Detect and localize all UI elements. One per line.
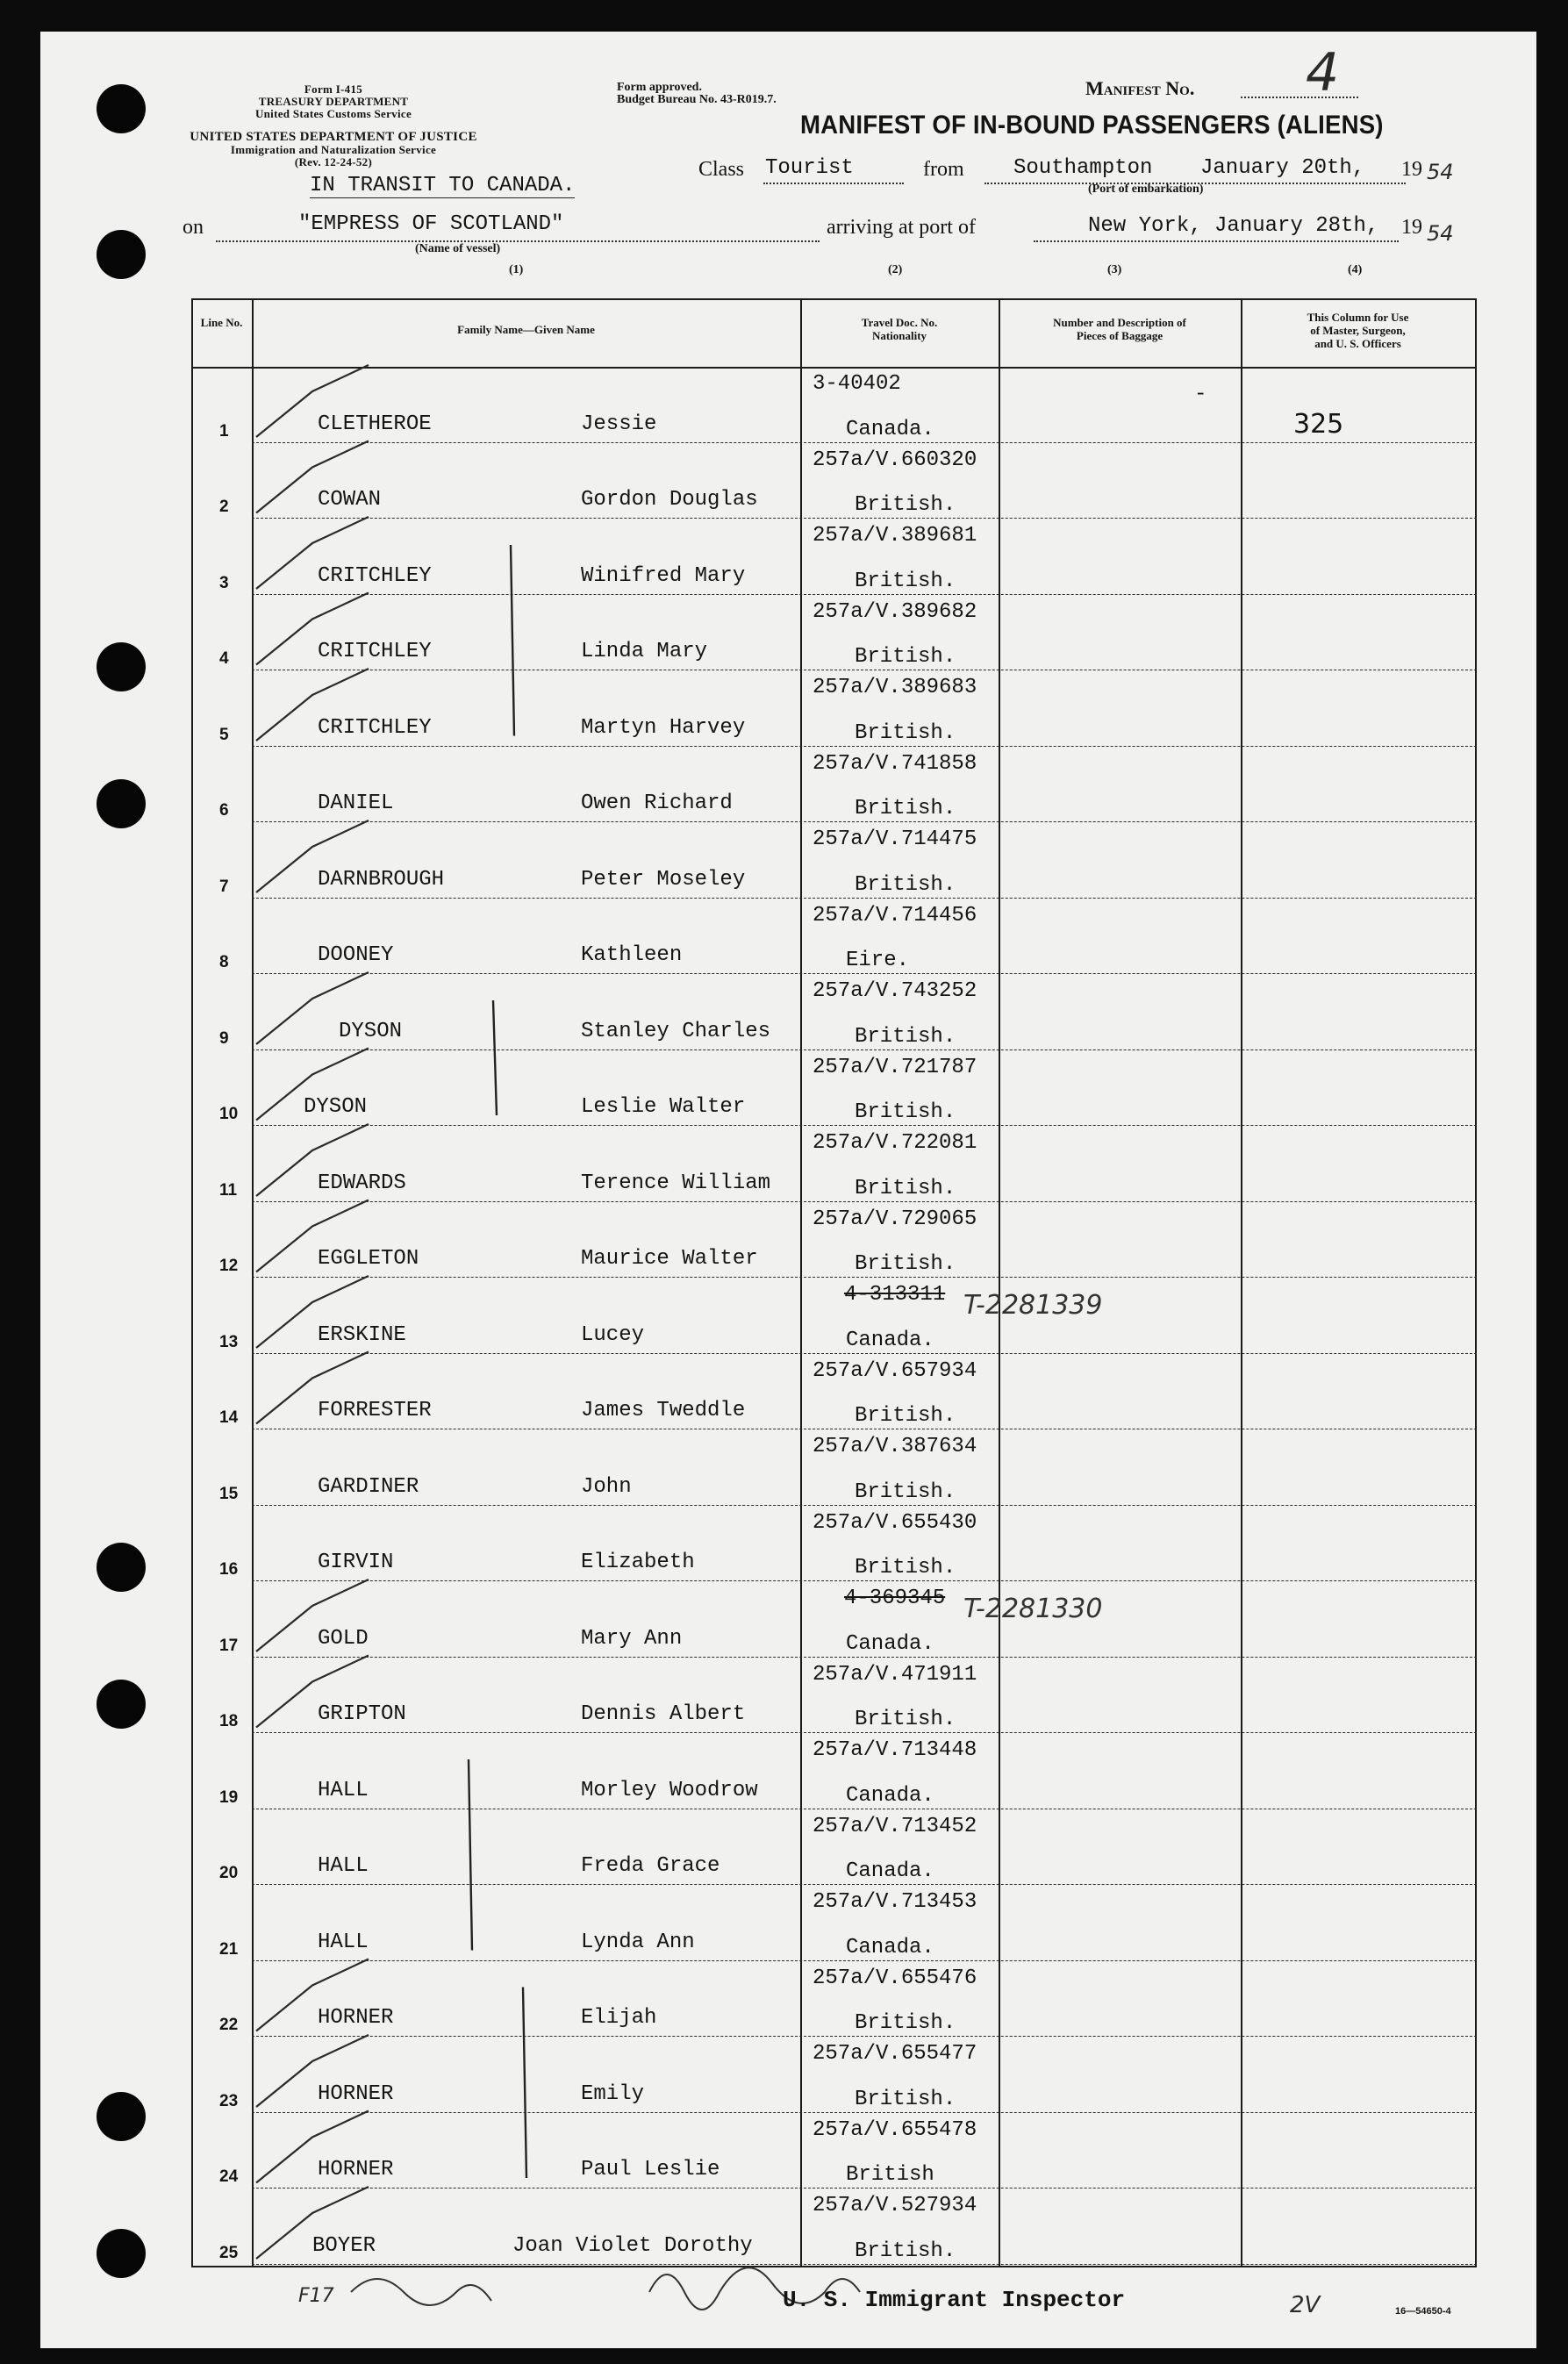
table-row: [191, 1050, 1477, 1127]
family-name: HALL: [318, 1930, 369, 1954]
travel-doc-number: 257a/V.389683: [813, 676, 977, 699]
family-name: DOONEY: [318, 943, 394, 967]
family-name: CRITCHLEY: [318, 715, 432, 740]
line-number: 3: [219, 573, 229, 592]
family-name: GIRVIN: [318, 1551, 394, 1574]
year-suffix-2: 54: [1427, 221, 1454, 246]
from-value: Southampton: [1013, 156, 1153, 180]
year-prefix-2: 19: [1401, 216, 1422, 239]
on-label: on: [183, 216, 204, 239]
family-name: DARNBROUGH: [318, 867, 445, 892]
nationality: British.: [855, 1479, 956, 1504]
travel-doc-number: 4-369345: [844, 1587, 946, 1610]
family-name: HORNER: [318, 2081, 394, 2106]
line-number: 14: [219, 1408, 239, 1427]
travel-doc-number: 257a/V.713452: [813, 1814, 977, 1838]
line-number: 5: [219, 725, 229, 744]
given-name: Lucey: [581, 1322, 645, 1347]
col-num-1: (1): [509, 263, 524, 276]
manifest-label: Manifest No.: [1085, 77, 1195, 99]
nationality: Eire.: [846, 949, 910, 972]
table-row: [191, 1885, 1477, 1961]
family-name: GOLD: [318, 1626, 369, 1651]
arrival-port-date: New York, January 28th,: [1088, 214, 1379, 238]
line-number: 16: [219, 1560, 239, 1579]
nationality: Canada.: [846, 1328, 934, 1352]
table-row: [191, 1658, 1477, 1734]
given-name: James Tweddle: [581, 1399, 746, 1422]
travel-doc-number: 257a/V.713453: [813, 1890, 977, 1914]
from-label: from: [923, 158, 964, 181]
travel-doc-number: 257a/V.527934: [813, 2194, 977, 2217]
given-name: Kathleen: [581, 943, 683, 967]
budget-bureau: Budget Bureau No. 43-R019.7.: [617, 93, 777, 106]
travel-doc-number: 257a/V.714456: [813, 903, 977, 928]
nationality: British.: [855, 1556, 956, 1580]
family-name: HORNER: [318, 2158, 394, 2181]
given-name: Maurice Walter: [581, 1247, 758, 1271]
given-name: Jessie: [581, 412, 657, 436]
given-name: Owen Richard: [581, 792, 733, 815]
line-number: 20: [219, 1864, 239, 1882]
handwritten-doc-correction: T-2281339: [963, 1290, 1103, 1321]
family-name: EDWARDS: [318, 1171, 406, 1195]
table-row: [191, 2188, 1477, 2265]
line-number: 23: [219, 2091, 239, 2110]
year-suffix: 54: [1427, 160, 1454, 184]
travel-doc-number: 257a/V.721787: [813, 1055, 977, 1079]
line-number: 13: [219, 1332, 239, 1351]
line-number: 10: [219, 1105, 239, 1123]
family-name: FORRESTER: [318, 1399, 432, 1422]
ins-service: Immigration and Naturalization Service: [230, 143, 437, 156]
nationality: British.: [855, 797, 956, 820]
customs-service: United States Customs Service: [254, 107, 412, 120]
family-name: HALL: [318, 1854, 369, 1878]
travel-doc-number: 257a/V.389682: [813, 599, 977, 624]
nationality: British.: [855, 569, 956, 593]
nationality: British.: [855, 2011, 956, 2035]
travel-doc-number: 257a/V.387634: [813, 1435, 977, 1458]
form-number: Form I-415: [304, 82, 363, 96]
nationality: British.: [855, 2087, 956, 2111]
travel-doc-number: 257a/V.714475: [813, 827, 977, 851]
given-name: Mary Ann: [581, 1626, 683, 1651]
table-row: [191, 2037, 1477, 2113]
family-name: GRIPTON: [318, 1702, 406, 1726]
officer-note: 325: [1293, 408, 1344, 440]
given-name: Paul Leslie: [581, 2158, 720, 2181]
passenger-table: [191, 298, 1477, 2267]
table-row: [191, 1581, 1477, 1658]
nationality: British.: [855, 2239, 956, 2263]
nationality: British.: [855, 1252, 956, 1276]
travel-doc-number: 4-313311: [844, 1283, 946, 1307]
travel-doc-number: 257a/V.655476: [813, 1966, 977, 1990]
family-name: CLETHEROE: [318, 412, 432, 436]
table-row: [191, 822, 1477, 899]
given-name: Linda Mary: [581, 640, 708, 663]
table-row: [191, 1278, 1477, 1354]
year-prefix: 19: [1401, 158, 1422, 181]
travel-doc-number: 257a/V.743252: [813, 979, 977, 1003]
line-number: 12: [219, 1257, 239, 1275]
line-number: 15: [219, 1484, 239, 1503]
given-name: Leslie Walter: [581, 1095, 746, 1119]
line-number: 2: [219, 498, 229, 516]
nationality: British.: [855, 493, 956, 517]
family-name: DYSON: [304, 1095, 368, 1119]
travel-doc-number: 257a/V.722081: [813, 1131, 977, 1155]
class-label: Class: [698, 158, 745, 181]
travel-doc-number: 257a/V.660320: [813, 448, 977, 472]
table-row: [191, 1506, 1477, 1582]
table-row: [191, 747, 1477, 823]
family-name: DYSON: [339, 1019, 403, 1043]
arrival-line: [1034, 240, 1399, 242]
family-name: HORNER: [318, 2006, 394, 2030]
table-row: [191, 1809, 1477, 1886]
travel-doc-header: Travel Doc. No. Nationality: [861, 316, 938, 342]
manifest-title: MANIFEST OF IN-BOUND PASSENGERS (ALIENS): [800, 111, 1384, 140]
table-row: [191, 1126, 1477, 1202]
line-number: 22: [219, 2016, 239, 2034]
nationality: British.: [855, 1024, 956, 1049]
baggage-header: Number and Description of Pieces of Baggage: [1053, 316, 1186, 342]
family-name: DANIEL: [318, 792, 394, 815]
line-number: 25: [219, 2243, 239, 2262]
travel-doc-number: 257a/V.471911: [813, 1662, 977, 1687]
nationality: British: [846, 2163, 934, 2187]
transit-note: IN TRANSIT TO CANADA.: [310, 174, 576, 197]
officers-header: This Column for Use of Master, Surgeon, and U. S. Officers: [1307, 311, 1409, 350]
travel-doc-number: 257a/V.389681: [813, 524, 977, 548]
punch-hole: [97, 2229, 146, 2278]
given-name: Winifred Mary: [581, 563, 746, 588]
manifest-number: 4: [1306, 42, 1340, 104]
line-number: 21: [219, 1939, 239, 1959]
treasury-dept: TREASURY DEPARTMENT: [258, 95, 409, 108]
manifest-no-line: [1241, 97, 1358, 98]
travel-doc-number: 257a/V.655478: [813, 2117, 977, 2142]
nationality: Canada.: [846, 1859, 934, 1883]
col-num-3: (3): [1107, 263, 1122, 276]
travel-doc-number: 257a/V.741858: [813, 751, 977, 776]
given-name: Martyn Harvey: [581, 715, 746, 740]
given-name: John: [581, 1474, 632, 1499]
line-number: 6: [219, 801, 229, 820]
departure-date: January 20th,: [1200, 156, 1365, 180]
form-print-code: 16—54650-4: [1395, 2306, 1451, 2317]
nationality: British.: [855, 645, 956, 669]
name-header: Family Name—Given Name: [457, 323, 595, 336]
punch-hole: [97, 230, 146, 279]
col-num-2: (2): [888, 263, 903, 276]
given-name: Terence William: [581, 1171, 771, 1195]
line-number: 11: [219, 1180, 238, 1200]
signature-note: F17: [298, 2285, 334, 2307]
table-row: [191, 1733, 1477, 1809]
nationality: British.: [855, 1404, 956, 1428]
table-row: [191, 670, 1477, 747]
line-number: 19: [219, 1787, 239, 1807]
travel-doc-number: 257a/V.655430: [813, 1510, 977, 1535]
form-revision: (Rev. 12-24-52): [294, 155, 373, 168]
line-number: 1: [219, 421, 229, 441]
port-caption: (Port of embarkation): [1088, 183, 1204, 196]
row-rule: [252, 2264, 1477, 2265]
punch-hole: [97, 84, 146, 133]
vessel-caption: (Name of vessel): [415, 242, 501, 255]
table-row: [191, 595, 1477, 671]
line-number: 24: [219, 2167, 239, 2186]
line-number: 18: [219, 1712, 239, 1730]
given-name: Joan Violet Dorothy: [512, 2233, 753, 2258]
table-row: [191, 1961, 1477, 2038]
nationality: Canada.: [846, 417, 934, 441]
table-row: [191, 1429, 1477, 1506]
nationality: British.: [855, 1176, 956, 1200]
travel-doc-number: 257a/V.713448: [813, 1738, 977, 1762]
handwritten-doc-correction: T-2281330: [963, 1594, 1103, 1624]
vessel-name: "EMPRESS OF SCOTLAND": [298, 212, 564, 236]
given-name: Peter Moseley: [581, 867, 746, 892]
nationality: British.: [855, 872, 956, 897]
form-approved: Form approved.: [617, 81, 702, 94]
table-row: [191, 899, 1477, 975]
family-name: CRITCHLEY: [318, 563, 432, 588]
punch-hole: [97, 2092, 146, 2141]
family-name: BOYER: [312, 2233, 376, 2258]
given-name: Morley Woodrow: [581, 1778, 758, 1802]
table-row: [191, 1354, 1477, 1430]
family-name: ERSKINE: [318, 1322, 406, 1347]
given-name: Elizabeth: [581, 1551, 695, 1574]
nationality: British.: [855, 720, 956, 745]
punch-hole: [97, 642, 146, 691]
line-number: 9: [219, 1028, 229, 1048]
given-name: Lynda Ann: [581, 1930, 695, 1954]
punch-hole: [97, 1680, 146, 1729]
table-row: [191, 519, 1477, 595]
given-name: Stanley Charles: [581, 1019, 771, 1043]
class-line: [763, 183, 904, 184]
given-name: Elijah: [581, 2006, 657, 2030]
nationality: Canada.: [846, 1631, 934, 1656]
line-no-header: Line No.: [200, 316, 243, 329]
travel-doc-number: 257a/V.657934: [813, 1358, 977, 1383]
travel-doc-number: 257a/V.655477: [813, 2042, 977, 2066]
line-number: 17: [219, 1636, 239, 1655]
nationality: British.: [855, 1100, 956, 1124]
given-name: Gordon Douglas: [581, 488, 758, 512]
punch-hole: [97, 1543, 146, 1592]
table-row: [191, 367, 1477, 443]
given-name: Freda Grace: [581, 1854, 720, 1878]
table-row: [191, 2113, 1477, 2189]
page-mark: 2V: [1290, 2292, 1321, 2318]
line-number: 7: [219, 877, 229, 896]
class-value: Tourist: [765, 156, 854, 180]
nationality: Canada.: [846, 1935, 934, 1959]
family-name: CRITCHLEY: [318, 640, 432, 663]
family-name: COWAN: [318, 488, 382, 512]
vessel-line: [216, 240, 820, 242]
table-row: [191, 974, 1477, 1050]
col-num-4: (4): [1348, 263, 1363, 276]
baggage-entry: -: [1194, 383, 1207, 406]
nationality: British.: [855, 1708, 956, 1731]
line-number: 4: [219, 649, 229, 668]
family-name: HALL: [318, 1778, 369, 1802]
given-name: Emily: [581, 2081, 645, 2106]
family-name: EGGLETON: [318, 1247, 419, 1271]
punch-hole: [97, 779, 146, 828]
justice-dept: UNITED STATES DEPARTMENT OF JUSTICE: [190, 130, 477, 144]
line-number: 8: [219, 953, 229, 971]
family-name: GARDINER: [318, 1474, 419, 1499]
table-row: [191, 443, 1477, 519]
table-row: [191, 1202, 1477, 1279]
travel-doc-number: 3-40402: [813, 372, 901, 396]
inspector-caption: U. S. Immigrant Inspector: [783, 2287, 1126, 2313]
travel-doc-number: 257a/V.729065: [813, 1207, 977, 1231]
nationality: Canada.: [846, 1783, 934, 1808]
given-name: Dennis Albert: [581, 1702, 746, 1726]
arriving-label: arriving at port of: [827, 216, 976, 239]
